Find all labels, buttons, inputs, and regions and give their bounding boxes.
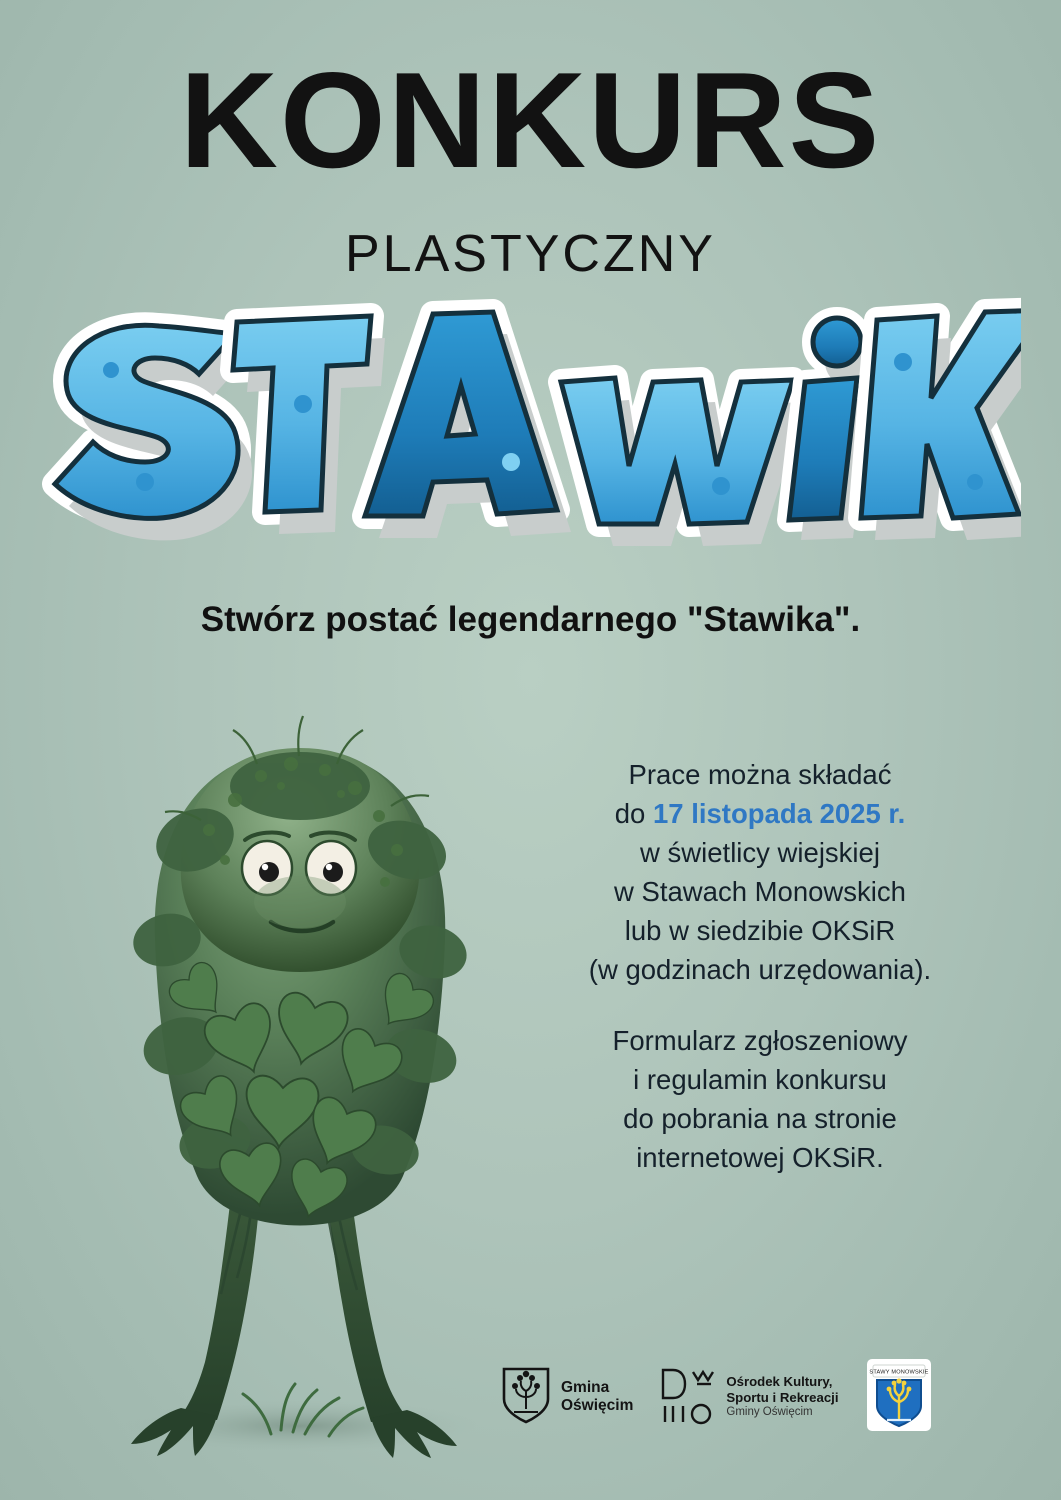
logo-oksir-text [726,1374,838,1419]
info-paragraph-2 [520,1021,1000,1177]
info-line-3: w świetlicy wiejskiej [640,837,880,869]
info-line-5: lub w siedzibie OKSiR [624,915,896,947]
info-line-2 [520,794,1000,833]
oksir-mark-icon [657,1364,717,1431]
info-line-9: do pobrania na stronie [623,1103,897,1135]
logo-gmina-text [561,1379,633,1416]
info-line-7: Formularz zgłoszeniowy [612,1025,908,1057]
stawy-monowskie-shield-icon [863,1356,935,1439]
info-line-6: (w godzinach urzędowania). [588,954,932,986]
logo-gmina-oswiecim [500,1365,633,1430]
logo-oksir-line3: Gminy Oświęcim [726,1405,813,1418]
info-paragraph-1 [520,755,1000,989]
stawik-creature-illustration [85,690,515,1460]
info-line-1: Prace można składać [628,759,892,790]
info-line-8: i regulamin konkursu [633,1064,887,1096]
page-title: KONKURS [179,44,882,196]
logo-oksir-line1: Ośrodek Kultury, [726,1374,833,1390]
tree-shield-icon [500,1365,552,1430]
info-line-4: w Stawach Monowskich [614,876,906,908]
deadline-date: 17 listopada 2025 r. [653,798,906,830]
tagline: Stwórz postać legendarnego "Stawika". [200,600,861,639]
logo-gmina-line1: Gmina [561,1378,610,1396]
info-line-10: internetowej OKSiR. [636,1142,884,1174]
logo-strip [500,1352,1020,1442]
page-subtitle: PLASTYCZNY [345,225,716,283]
info-text-block [520,755,1000,1177]
shield-caption: STAWY MONOWSKIE [868,1369,929,1375]
logo-stawy-monowskie [863,1356,935,1439]
info-line-2-prefix: do [614,798,653,830]
logo-oksir-line2: Sportu i Rekreacji [726,1390,839,1406]
logo-oksir [657,1364,838,1431]
wordmark-stawik [0,286,1061,576]
logo-gmina-line2: Oświęcim [561,1397,634,1414]
